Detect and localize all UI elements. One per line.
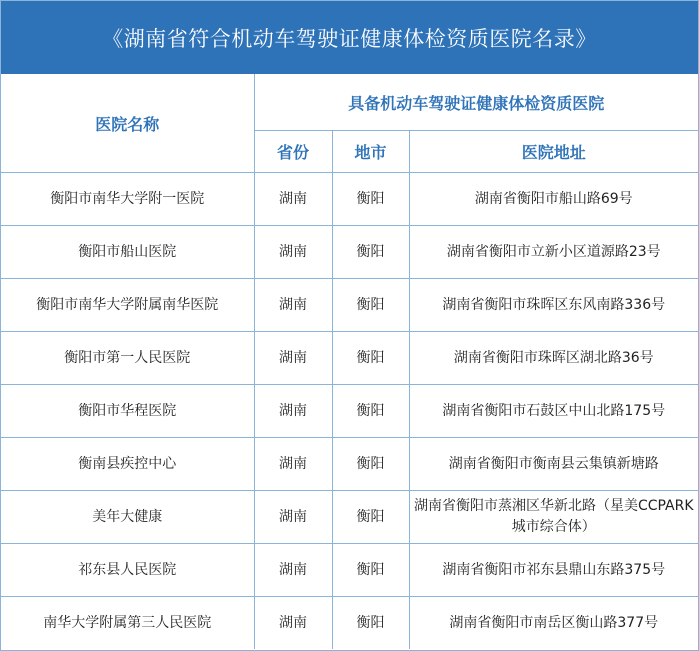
table-row [1, 385, 698, 438]
address-cell: 湖南省衡阳市珠晖区湖北路36号 [409, 332, 698, 385]
table-row [1, 438, 698, 491]
table-row [1, 279, 698, 332]
hospital-table [1, 74, 698, 649]
header-row [1, 74, 698, 131]
address-cell: 湖南省衡阳市蒸湘区华新北路（星美CCPARK城市综合体） [409, 491, 698, 544]
document-title: 《湖南省符合机动车驾驶证健康体检资质医院名录》 [1, 1, 698, 74]
province-cell: 湖南 [254, 438, 332, 491]
header-city: 地市 [332, 131, 409, 173]
city-cell: 衡阳 [332, 173, 409, 226]
city-cell: 衡阳 [332, 226, 409, 279]
header-province: 省份 [254, 131, 332, 173]
address-cell: 湖南省衡阳市南岳区衡山路377号 [409, 597, 698, 650]
hospital-name-cell: 祁东县人民医院 [1, 544, 254, 597]
address-cell: 湖南省衡阳市珠晖区东风南路336号 [409, 279, 698, 332]
address-cell: 湖南省衡阳市衡南县云集镇新塘路 [409, 438, 698, 491]
header-group: 具备机动车驾驶证健康体检资质医院 [254, 74, 698, 131]
hospital-name-cell: 衡阳市船山医院 [1, 226, 254, 279]
province-cell: 湖南 [254, 491, 332, 544]
city-cell: 衡阳 [332, 332, 409, 385]
hospital-name-cell: 衡阳市第一人民医院 [1, 332, 254, 385]
table-row [1, 173, 698, 226]
city-cell: 衡阳 [332, 597, 409, 650]
province-cell: 湖南 [254, 279, 332, 332]
province-cell: 湖南 [254, 385, 332, 438]
province-cell: 湖南 [254, 173, 332, 226]
province-cell: 湖南 [254, 332, 332, 385]
header-address: 医院地址 [409, 131, 698, 173]
city-cell: 衡阳 [332, 491, 409, 544]
address-cell: 湖南省衡阳市石鼓区中山北路175号 [409, 385, 698, 438]
hospital-name-cell: 南华大学附属第三人民医院 [1, 597, 254, 650]
city-cell: 衡阳 [332, 279, 409, 332]
header-hospital-name: 医院名称 [1, 74, 254, 173]
address-cell: 湖南省衡阳市船山路69号 [409, 173, 698, 226]
province-cell: 湖南 [254, 544, 332, 597]
city-cell: 衡阳 [332, 438, 409, 491]
hospital-name-cell: 衡阳市南华大学附一医院 [1, 173, 254, 226]
table-row [1, 332, 698, 385]
address-cell: 湖南省衡阳市立新小区道源路23号 [409, 226, 698, 279]
hospital-name-cell: 美年大健康 [1, 491, 254, 544]
hospital-name-cell: 衡南县疾控中心 [1, 438, 254, 491]
table-row [1, 491, 698, 544]
table-row [1, 226, 698, 279]
table-row [1, 597, 698, 650]
city-cell: 衡阳 [332, 385, 409, 438]
province-cell: 湖南 [254, 226, 332, 279]
hospital-name-cell: 衡阳市华程医院 [1, 385, 254, 438]
hospital-name-cell: 衡阳市南华大学附属南华医院 [1, 279, 254, 332]
address-cell: 湖南省衡阳市祁东县鼎山东路375号 [409, 544, 698, 597]
province-cell: 湖南 [254, 597, 332, 650]
table-row [1, 544, 698, 597]
city-cell: 衡阳 [332, 544, 409, 597]
